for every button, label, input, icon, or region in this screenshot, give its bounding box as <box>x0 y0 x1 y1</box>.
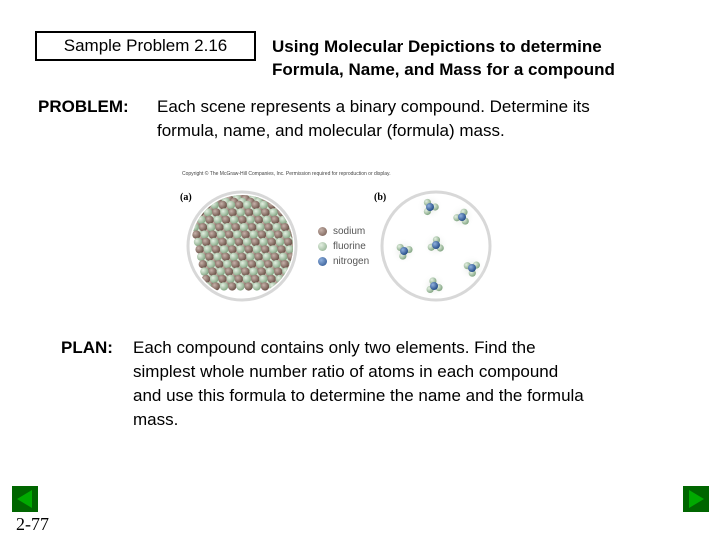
sodium-atom <box>295 199 303 207</box>
sodium-atom <box>299 250 307 258</box>
sodium-atom <box>305 244 313 252</box>
fluorine-atom <box>253 282 261 290</box>
sodium-atom <box>219 201 227 209</box>
fluorine-atom <box>200 230 208 238</box>
sodium-atom <box>294 282 302 290</box>
fluorine-atom <box>297 279 305 287</box>
fluorine-atom <box>200 267 208 275</box>
panel-b-label: (b) <box>374 192 387 203</box>
sodium-atom <box>241 230 249 238</box>
fluorine-atom <box>243 201 251 209</box>
sodium-atom <box>274 267 282 275</box>
sodium-atom <box>212 245 220 253</box>
fluorine-atom <box>298 269 306 277</box>
fluorine-atom <box>207 223 215 231</box>
sodium-atom <box>295 272 303 280</box>
fluorine-atom <box>217 267 225 275</box>
figure-legend <box>318 224 369 269</box>
sodium-atom <box>205 216 213 224</box>
sodium-atom <box>264 260 272 268</box>
fluorine-atom <box>303 272 311 280</box>
legend-item-sodium <box>318 224 369 239</box>
sodium-atom <box>238 253 246 261</box>
sodium-atom <box>238 216 246 224</box>
fluorine-atom <box>297 244 305 252</box>
sodium-atom <box>225 267 233 275</box>
sodium-atom <box>235 201 243 209</box>
fluorine-atom <box>294 192 302 200</box>
sodium-atom <box>277 245 285 253</box>
fluorine-atom <box>302 247 310 255</box>
fluorine-atom <box>266 267 274 275</box>
sodium-atom <box>261 282 269 290</box>
sodium-atom <box>245 245 253 253</box>
triangle-right-icon <box>683 486 709 512</box>
sodium-atom <box>297 224 305 232</box>
fluorine-atom <box>243 238 251 246</box>
fluorine-atom <box>282 230 290 238</box>
sodium-atom <box>215 260 223 268</box>
sodium-atom <box>192 195 200 203</box>
fluorine-atom <box>292 276 300 284</box>
fluorine-atom <box>195 192 203 200</box>
fluorine-atom <box>259 275 267 283</box>
sodium-atom <box>199 260 207 268</box>
plan-label: PLAN: <box>61 338 113 357</box>
fluorine-atom <box>246 216 254 224</box>
sodium-atom <box>284 202 292 210</box>
fluorine-atom <box>189 198 197 206</box>
sodium-atom <box>204 192 212 200</box>
sodium-atom <box>267 275 275 283</box>
sodium-atom <box>218 238 226 246</box>
sodium-atom <box>202 238 210 246</box>
fluorine-atom <box>214 216 222 224</box>
fluorine-atom <box>310 266 318 274</box>
fluorine-atom <box>272 260 280 268</box>
sodium-atom <box>281 223 289 231</box>
sodium-atom <box>289 279 297 287</box>
fluorine-atom <box>287 199 295 207</box>
fluorine-atom <box>256 260 264 268</box>
fluorine-atom <box>269 245 277 253</box>
sodium-atom <box>311 273 319 281</box>
fluorine-atom <box>230 253 238 261</box>
sodium-atom <box>232 223 240 231</box>
sodium-atom <box>235 238 243 246</box>
fluorine-atom <box>217 230 225 238</box>
sodium-atom <box>281 260 289 268</box>
sodium-atom <box>199 223 207 231</box>
title-line-2: Formula, Name, and Mass for a compound <box>272 60 615 79</box>
fluorine-atom <box>253 245 261 253</box>
fluorine-atom <box>293 266 301 274</box>
fluorine-atom <box>236 245 244 253</box>
fluorine-atom <box>210 238 218 246</box>
fluorine-atom <box>299 267 307 275</box>
sodium-atom <box>209 230 217 238</box>
fluorine-atom <box>307 251 315 259</box>
fluorine-atom <box>292 275 300 283</box>
fluorine-atom <box>299 232 307 240</box>
legend-label-sodium: sodium <box>333 226 366 237</box>
fluorine-atom <box>213 253 221 261</box>
fluorine-atom <box>187 208 195 216</box>
fluorine-atom <box>233 230 241 238</box>
nitrogen-atom <box>400 247 408 255</box>
fluorine-atom <box>292 202 300 210</box>
fluorine-atom <box>200 195 208 203</box>
sodium-atom <box>291 195 299 203</box>
fluorine-atom <box>197 253 205 261</box>
fluorine-atom <box>226 275 234 283</box>
fluorine-atom <box>220 208 228 216</box>
sodium-atom <box>255 216 263 224</box>
sodium-atom <box>302 264 310 272</box>
sodium-atom <box>279 198 287 206</box>
previous-slide-button[interactable] <box>12 486 38 512</box>
fluorine-atom <box>250 230 258 238</box>
fluorine-atom <box>303 236 311 244</box>
legend-label-fluorine: fluorine <box>333 241 366 252</box>
sodium-atom <box>294 210 302 218</box>
sodium-atom <box>215 223 223 231</box>
triangle-left-icon <box>12 486 38 512</box>
sodium-atom <box>251 201 259 209</box>
panel-a-label: (a) <box>180 192 192 203</box>
slide-title <box>272 35 712 81</box>
sodium-atom <box>302 229 310 237</box>
sodium-atom <box>222 253 230 261</box>
sodium-atom <box>191 205 199 213</box>
sodium-atom <box>245 208 253 216</box>
fluorine-atom <box>256 223 264 231</box>
sodium-atom <box>307 269 315 277</box>
fluorine-atom <box>273 223 281 231</box>
fluorine-atom <box>233 267 241 275</box>
figure-copyright: Copyright © The McGraw-Hill Companies, Inc. Permission required for reproduction or display. <box>182 171 391 177</box>
sodium-atom <box>300 275 308 283</box>
sodium-atom <box>222 216 230 224</box>
sodium-atom <box>300 276 308 284</box>
sodium-atom <box>298 251 306 259</box>
fluorine-atom <box>249 267 257 275</box>
fluorine-atom <box>297 207 305 215</box>
problem-label: PROBLEM: <box>38 97 129 116</box>
sodium-atom <box>295 273 303 281</box>
plan-line-4: mass. <box>133 410 179 429</box>
plan-line-1: Each compound contains only two elements. Find the <box>133 338 536 357</box>
fluorine-atom <box>246 253 254 261</box>
sodium-atom <box>300 239 308 247</box>
fluorine-atom <box>308 276 316 284</box>
fluorine-atom <box>285 282 293 290</box>
sodium-atom <box>192 230 200 238</box>
fluorine-atom <box>210 275 218 283</box>
fluorine-atom <box>305 261 313 269</box>
title-line-1: Using Molecular Depictions to determine <box>272 37 602 56</box>
legend-label-nitrogen: nitrogen <box>333 256 370 267</box>
sodium-atom <box>225 230 233 238</box>
sodium-atom <box>303 254 311 262</box>
sodium-atom <box>241 267 249 275</box>
sodium-atom <box>289 205 297 213</box>
sodium-atom <box>251 238 259 246</box>
problem-text <box>157 95 707 143</box>
fluorine-atom <box>220 282 228 290</box>
fluorine-atom <box>300 258 308 266</box>
nitrogen-atom <box>458 213 466 221</box>
sodium-atom <box>308 258 316 266</box>
legend-item-nitrogen <box>318 254 369 269</box>
plan-text <box>133 336 693 432</box>
fluorine-atom <box>207 260 215 268</box>
sodium-atom <box>261 208 269 216</box>
sodium-atom <box>228 245 236 253</box>
sodium-atom <box>218 275 226 283</box>
problem-line-2: formula, name, and molecular (formula) mass. <box>157 121 505 140</box>
fluorine-atom <box>259 238 267 246</box>
plan-line-3: and use this formula to determine the name and the formula <box>133 386 584 405</box>
sodium-atom <box>271 253 279 261</box>
fluorine-atom <box>194 238 202 246</box>
sodium-atom <box>284 201 292 209</box>
fluorine-atom <box>220 245 228 253</box>
sodium-atom <box>254 253 262 261</box>
sodium-atom <box>258 230 266 238</box>
fluorine-atom <box>237 208 245 216</box>
fluorine-atom <box>236 282 244 290</box>
fluorine-atom <box>303 273 311 281</box>
sodium-atom <box>248 260 256 268</box>
nitrogen-atom <box>432 241 440 249</box>
fluorine-atom <box>260 201 268 209</box>
nitrogen-swatch <box>318 257 327 266</box>
fluorine-atom <box>263 216 271 224</box>
fluorine-atom <box>266 230 274 238</box>
sodium-atom <box>297 260 305 268</box>
fluorine-atom <box>300 221 308 229</box>
sodium-atom <box>302 266 310 274</box>
fluorine-atom <box>194 201 202 209</box>
sodium-atom <box>235 275 243 283</box>
sodium-atom <box>286 192 294 200</box>
fluorine-atom <box>287 198 295 206</box>
sodium-atom <box>264 223 272 231</box>
fluorine-atom <box>277 192 285 200</box>
sodium-atom <box>197 198 205 206</box>
fluorine-swatch <box>318 242 327 251</box>
sodium-atom <box>271 216 279 224</box>
fluorine-atom <box>223 223 231 231</box>
fluorine-atom <box>295 217 303 225</box>
fluorine-atom <box>240 223 248 231</box>
fluorine-atom <box>230 216 238 224</box>
next-slide-button[interactable] <box>683 486 709 512</box>
fluorine-atom <box>227 201 235 209</box>
slide-number: 2-77 <box>16 514 49 534</box>
fluorine-atom <box>294 264 302 272</box>
nitrogen-atom <box>468 264 476 272</box>
fluorine-atom <box>243 275 251 283</box>
problem-line-1: Each scene represents a binary compound. Determine its <box>157 97 590 116</box>
sodium-atom <box>248 223 256 231</box>
fluorine-atom <box>240 260 248 268</box>
sodium-atom <box>268 238 276 246</box>
fluorine-atom <box>279 253 287 261</box>
sodium-atom <box>205 253 213 261</box>
sodium-atom <box>208 267 216 275</box>
sodium-swatch <box>318 227 327 236</box>
sodium-atom <box>244 282 252 290</box>
fluorine-atom <box>269 208 277 216</box>
fluorine-atom <box>204 245 212 253</box>
sodium-atom <box>261 245 269 253</box>
nitrogen-atom <box>430 282 438 290</box>
fluorine-atom <box>253 208 261 216</box>
sodium-atom <box>186 201 194 209</box>
fluorine-atom <box>223 260 231 268</box>
sodium-atom <box>289 207 297 215</box>
sodium-atom <box>251 275 259 283</box>
sample-problem-label: Sample Problem 2.16 <box>35 31 256 61</box>
sodium-atom <box>274 230 282 238</box>
sodium-atom <box>228 282 236 290</box>
fluorine-atom <box>291 213 299 221</box>
sodium-atom <box>258 267 266 275</box>
fluorine-atom <box>276 238 284 246</box>
fluorine-atom <box>227 238 235 246</box>
sodium-atom <box>228 208 236 216</box>
fluorine-atom <box>297 242 305 250</box>
plan-line-2: simplest whole number ratio of atoms in each compound <box>133 362 559 381</box>
sodium-atom <box>231 260 239 268</box>
nitrogen-atom <box>426 203 434 211</box>
fluorine-atom <box>302 282 310 290</box>
sodium-atom <box>195 245 203 253</box>
sodium-atom <box>284 238 292 246</box>
sodium-atom <box>212 208 220 216</box>
sodium-atom <box>305 279 313 287</box>
fluorine-atom <box>300 257 308 265</box>
sodium-atom <box>297 261 305 269</box>
fluorine-atom <box>263 253 271 261</box>
fluorine-atom <box>290 214 298 222</box>
legend-item-fluorine <box>318 239 369 254</box>
fluorine-atom <box>282 195 290 203</box>
sodium-atom <box>299 214 307 222</box>
